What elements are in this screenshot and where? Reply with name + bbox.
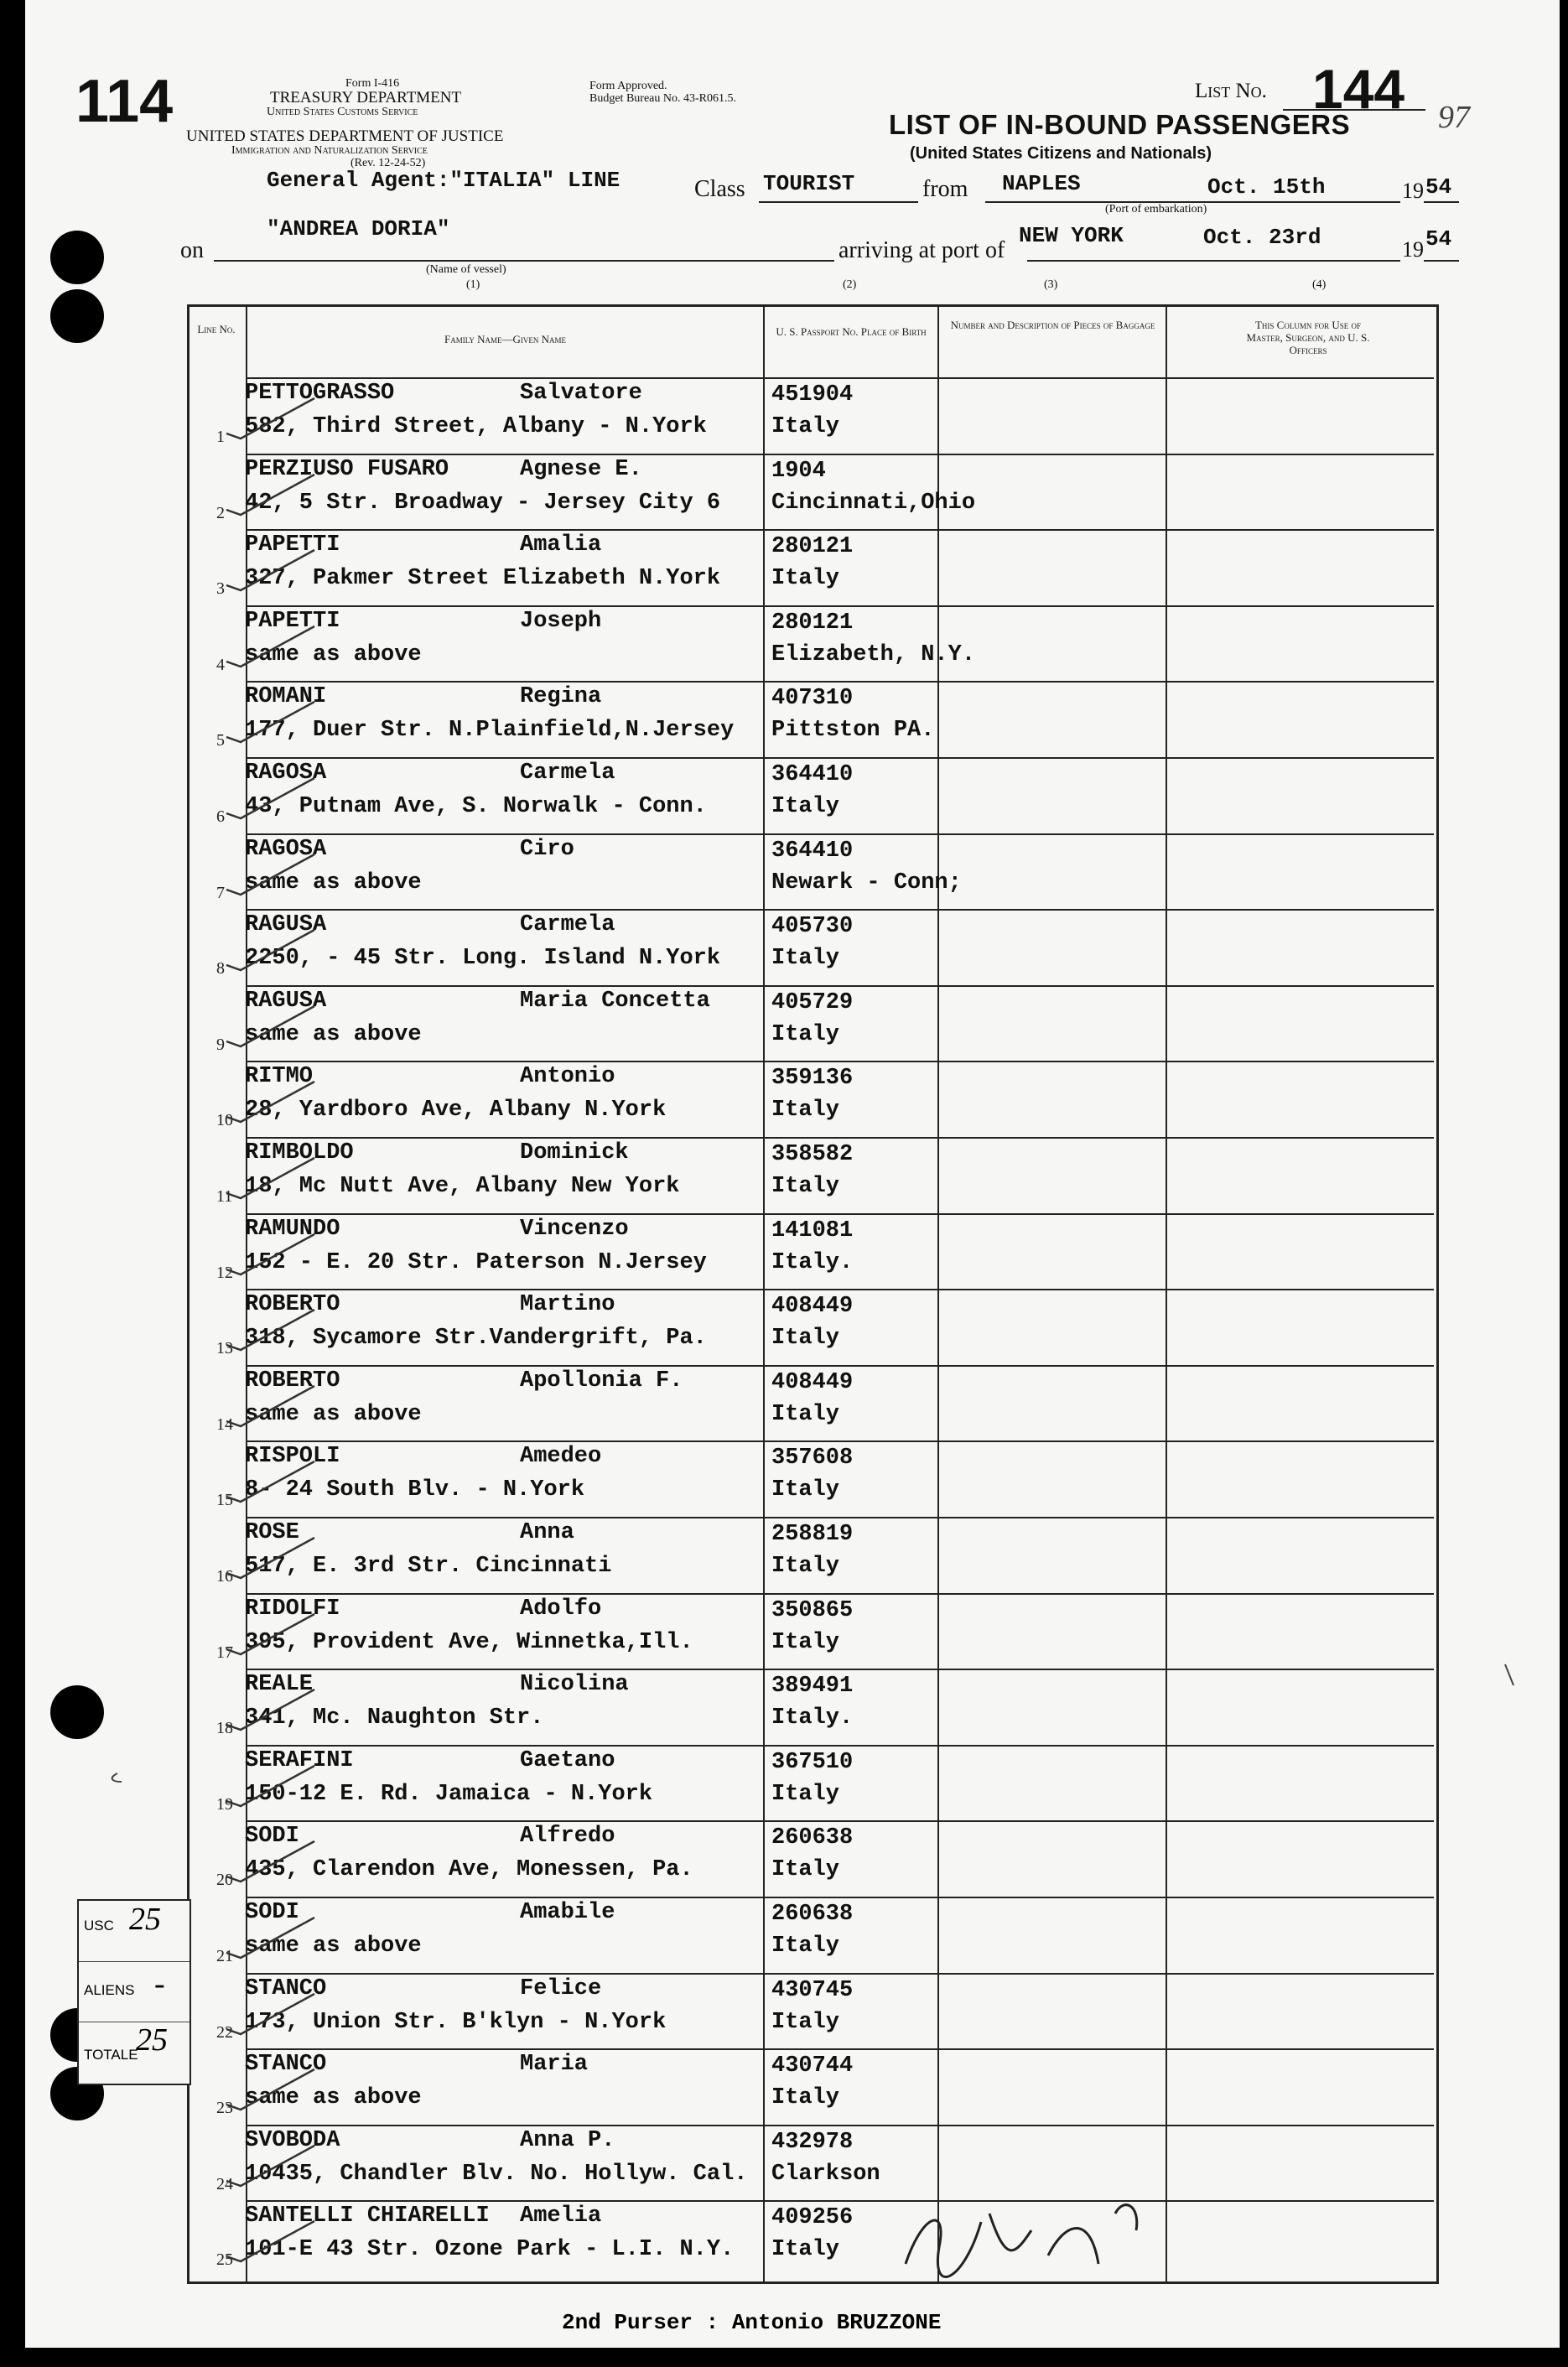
family-name: RAMUNDO xyxy=(245,1216,340,1242)
header-baggage: Number and Description of Pieces of Baggage xyxy=(950,319,1155,331)
place-of-birth: Italy xyxy=(771,1174,840,1199)
place-of-birth: Italy xyxy=(771,1781,840,1807)
usc-label: USC xyxy=(84,1918,114,1934)
line-number: 20 xyxy=(216,1871,233,1890)
family-name: RIMBOLDO xyxy=(245,1140,354,1165)
row-divider xyxy=(246,1517,1434,1518)
line-number: 17 xyxy=(216,1643,233,1662)
passport-number: 1904 xyxy=(771,458,826,484)
from-date: Oct. 15th xyxy=(1207,174,1326,200)
passport-number: 408449 xyxy=(771,1369,854,1395)
place-of-birth: Pittston PA. xyxy=(771,718,935,744)
stamped-number-left: 114 xyxy=(75,68,174,135)
family-name: ROMANI xyxy=(245,684,327,710)
row-divider xyxy=(246,1820,1434,1822)
check-mark-icon xyxy=(222,468,323,518)
row-divider xyxy=(246,2048,1434,2050)
total-label: TOTALE xyxy=(84,2047,138,2063)
family-name: STANCO xyxy=(245,1975,327,2001)
line-number: 10 xyxy=(216,1111,233,1130)
department-of-justice: UNITED STATES DEPARTMENT OF JUSTICE xyxy=(186,127,504,145)
place-of-birth: Italy xyxy=(771,414,840,439)
family-name: SODI xyxy=(245,1900,299,1925)
year-value-2: 54 xyxy=(1425,226,1452,252)
family-name: PAPETTI xyxy=(245,608,340,634)
tally-total xyxy=(79,2022,190,2082)
passport-number: 280121 xyxy=(771,534,854,560)
check-mark-icon xyxy=(222,2139,323,2189)
check-mark-icon xyxy=(222,543,323,594)
address: 582, Third Street, Albany - N.York xyxy=(245,414,707,439)
header-officers: This Column for Use of Master, Surgeon, and U. S. Officers xyxy=(1246,319,1370,356)
passport-number: 408449 xyxy=(771,1294,854,1320)
address: same as above xyxy=(245,1021,422,1047)
col-caption-2: (2) xyxy=(843,278,857,291)
check-mark-icon xyxy=(222,1531,323,1581)
class-line xyxy=(759,201,918,203)
place-of-birth: Cincinnati,Ohio xyxy=(771,490,976,516)
address: 341, Mc. Naughton Str. xyxy=(245,1705,544,1731)
place-of-birth: Italy xyxy=(771,1934,840,1959)
place-of-birth: Italy xyxy=(771,1401,840,1427)
address: 8- 24 South Blv. - N.York xyxy=(245,1477,585,1503)
given-name: Amedeo xyxy=(520,1444,602,1470)
column-divider xyxy=(937,304,939,2281)
col-caption-4: (4) xyxy=(1312,278,1327,291)
given-name: Martino xyxy=(520,1292,615,1318)
line-number: 13 xyxy=(216,1339,233,1358)
row-divider xyxy=(246,1593,1434,1595)
list-number: 144 xyxy=(1312,58,1405,120)
check-mark-icon xyxy=(222,1303,323,1353)
row-divider xyxy=(246,454,1434,455)
given-name: Carmela xyxy=(520,912,615,938)
passport-number: 358582 xyxy=(771,1142,854,1167)
page-title: LIST OF IN-BOUND PASSENGERS xyxy=(889,109,1351,140)
col-caption-1: (1) xyxy=(466,278,480,291)
given-name: Apollonia F. xyxy=(520,1368,683,1394)
check-mark-icon xyxy=(222,771,323,822)
check-mark-icon xyxy=(222,620,323,670)
total-value: 25 xyxy=(136,2022,168,2058)
arrival-port: NEW YORK xyxy=(1019,223,1124,248)
address: 152 - E. 20 Str. Paterson N.Jersey xyxy=(245,1249,707,1275)
list-no-label: List No. xyxy=(1195,80,1267,102)
place-of-birth: Italy xyxy=(771,794,840,819)
aliens-value: - xyxy=(154,1966,165,2001)
address: 42, 5 Str. Broadway - Jersey City 6 xyxy=(245,490,721,516)
passport-number: 359136 xyxy=(771,1066,854,1092)
from-port: NAPLES xyxy=(1002,171,1081,196)
family-name: SERAFINI xyxy=(245,1747,354,1773)
immigration-service: Immigration and Naturalization Service xyxy=(231,144,428,157)
passport-number: 430745 xyxy=(771,1977,854,2003)
year-prefix-2: 19 xyxy=(1402,237,1424,262)
family-name: PETTOGRASSO xyxy=(245,381,395,406)
given-name: Regina xyxy=(520,684,602,710)
family-name: SODI xyxy=(245,1824,299,1850)
class-value: TOURIST xyxy=(763,171,855,196)
given-name: Salvatore xyxy=(520,381,642,406)
line-number: 16 xyxy=(216,1567,233,1586)
line-number: 2 xyxy=(216,503,225,522)
passport-number: 260638 xyxy=(771,1825,854,1851)
place-of-birth: Italy xyxy=(771,946,840,972)
place-of-birth: Italy xyxy=(771,1477,840,1503)
passport-number: 407310 xyxy=(771,686,854,712)
passport-number: 357608 xyxy=(771,1446,854,1472)
passport-number: 430744 xyxy=(771,2053,854,2079)
family-name: ROBERTO xyxy=(245,1292,340,1318)
address: 395, Provident Ave, Winnetka,Ill. xyxy=(245,1629,693,1655)
page-subtitle: (United States Citizens and Nationals) xyxy=(910,144,1212,163)
family-name: SVOBODA xyxy=(245,2127,340,2153)
row-divider xyxy=(246,1213,1434,1215)
place-of-birth: Italy. xyxy=(771,1249,854,1275)
vessel-name: "ANDREA DORIA" xyxy=(267,216,450,241)
given-name: Nicolina xyxy=(520,1672,629,1698)
given-name: Maria xyxy=(520,2052,589,2078)
passport-number: 405729 xyxy=(771,989,854,1015)
passport-number: 432978 xyxy=(771,2129,854,2155)
address: 435, Clarendon Ave, Monessen, Pa. xyxy=(245,1857,693,1883)
check-mark-icon xyxy=(222,2214,323,2265)
passport-number: 389491 xyxy=(771,1674,854,1700)
given-name: Dominick xyxy=(520,1140,629,1165)
address: 150-12 E. Rd. Jamaica - N.York xyxy=(245,1781,653,1807)
given-name: Alfredo xyxy=(520,1824,615,1850)
family-name: PERZIUSO FUSARO xyxy=(245,456,449,482)
given-name: Amelia xyxy=(520,2203,602,2229)
address: 18, Mc Nutt Ave, Albany New York xyxy=(245,1174,680,1199)
line-number: 15 xyxy=(216,1491,233,1510)
check-mark-icon xyxy=(222,1759,323,1809)
check-mark-icon xyxy=(222,999,323,1050)
line-number: 14 xyxy=(216,1414,233,1434)
aliens-label: ALIENS xyxy=(84,1982,135,1998)
passport-number: 409256 xyxy=(771,2205,854,2231)
row-divider xyxy=(246,1897,1434,1898)
column-divider xyxy=(1166,304,1167,2281)
passport-number: 367510 xyxy=(771,1749,854,1775)
address: same as above xyxy=(245,1934,422,1959)
check-mark-icon xyxy=(222,848,323,898)
check-mark-icon xyxy=(222,1455,323,1505)
row-divider xyxy=(246,909,1434,911)
form-number: Form I-416 xyxy=(345,77,400,90)
given-name: Vincenzo xyxy=(520,1216,629,1242)
address: same as above xyxy=(245,869,422,895)
check-mark-icon xyxy=(222,923,323,973)
passport-number: 405730 xyxy=(771,914,854,940)
punch-hole xyxy=(50,289,104,343)
given-name: Ciro xyxy=(520,836,574,862)
place-of-birth: Italy xyxy=(771,1021,840,1047)
on-label: on xyxy=(180,237,204,263)
passport-number: 451904 xyxy=(771,382,854,407)
family-name: RITMO xyxy=(245,1064,314,1090)
col-caption-3: (3) xyxy=(1044,278,1058,291)
address: same as above xyxy=(245,2085,422,2111)
row-divider xyxy=(246,2200,1434,2202)
tally-aliens xyxy=(79,1961,190,2022)
family-name: ROSE xyxy=(245,1520,299,1545)
given-name: Joseph xyxy=(520,608,602,634)
address: 517, E. 3rd Str. Cincinnati xyxy=(245,1554,612,1579)
family-name: RAGUSA xyxy=(245,912,327,938)
row-divider xyxy=(246,2125,1434,2126)
check-mark-icon xyxy=(222,695,323,745)
header-divider xyxy=(246,377,1434,379)
passport-number: 280121 xyxy=(771,610,854,636)
address: 10435, Chandler Blv. No. Hollyw. Cal. xyxy=(245,2161,748,2187)
line-number: 25 xyxy=(216,2250,233,2270)
address: 101-E 43 Str. Ozone Park - L.I. N.Y. xyxy=(245,2237,735,2263)
column-divider xyxy=(763,304,765,2281)
purser-signature-line: 2nd Purser : Antonio BRUZZONE xyxy=(562,2310,942,2335)
line-number: 7 xyxy=(216,883,225,902)
check-mark-icon xyxy=(222,392,323,442)
address: 318, Sycamore Str.Vandergrift, Pa. xyxy=(245,1326,707,1352)
check-mark-icon xyxy=(222,1683,323,1733)
address: 43, Putnam Ave, S. Norwalk - Conn. xyxy=(245,794,707,819)
row-divider xyxy=(246,529,1434,531)
place-of-birth: Newark - Conn; xyxy=(771,869,962,895)
family-name: ROBERTO xyxy=(245,1368,340,1394)
check-mark-icon xyxy=(222,1151,323,1202)
given-name: Adolfo xyxy=(520,1596,602,1622)
given-name: Carmela xyxy=(520,760,615,786)
tally-box xyxy=(77,1899,191,2085)
treasury-department: TREASURY DEPARTMENT xyxy=(270,89,462,106)
check-mark-icon xyxy=(222,2063,323,2113)
line-number: 23 xyxy=(216,2099,233,2118)
given-name: Anna xyxy=(520,1520,574,1545)
passport-number: 141081 xyxy=(771,1217,854,1243)
punch-hole xyxy=(50,231,104,284)
form-approved: Form Approved. xyxy=(589,80,667,92)
usc-value: 25 xyxy=(129,1902,161,1937)
header-line-no: Line No. xyxy=(197,323,236,335)
place-of-birth: Italy xyxy=(771,1857,840,1883)
line-number: 12 xyxy=(216,1263,233,1282)
tally-usc xyxy=(79,1901,190,1962)
place-of-birth: Elizabeth, N.Y. xyxy=(771,641,976,667)
vessel-caption: (Name of vessel) xyxy=(426,263,506,276)
arrival-line xyxy=(1027,260,1400,262)
year-value: 54 xyxy=(1425,174,1452,200)
family-name: PAPETTI xyxy=(245,532,340,558)
family-name: STANCO xyxy=(245,2052,327,2078)
line-number: 11 xyxy=(216,1187,233,1206)
row-divider xyxy=(246,757,1434,759)
family-name: RAGUSA xyxy=(245,988,327,1014)
place-of-birth: Italy xyxy=(771,2237,840,2263)
place-of-birth: Italy xyxy=(771,1554,840,1579)
place-of-birth: Clarkson xyxy=(771,2161,880,2187)
revision: (Rev. 12-24-52) xyxy=(350,157,426,169)
given-name: Antonio xyxy=(520,1064,615,1090)
place-of-birth: Italy xyxy=(771,2009,840,2035)
given-name: Maria Concetta xyxy=(520,988,710,1014)
line-number: 4 xyxy=(216,655,225,674)
header-passport: U. S. Passport No. Place of Birth xyxy=(776,325,927,338)
line-number: 1 xyxy=(216,428,225,446)
address: 173, Union Str. B'klyn - N.York xyxy=(245,2009,667,2035)
given-name: Amalia xyxy=(520,532,602,558)
address: 177, Duer Str. N.Plainfield,N.Jersey xyxy=(245,718,735,744)
row-divider xyxy=(246,1745,1434,1747)
list-number-pencil: 97 xyxy=(1438,100,1470,135)
year-line-2 xyxy=(1424,260,1459,262)
address: 327, Pakmer Street Elizabeth N.York xyxy=(245,566,721,592)
family-name: RIDOLFI xyxy=(245,1596,340,1622)
row-divider xyxy=(246,1973,1434,1975)
given-name: Agnese E. xyxy=(520,456,642,482)
line-number: 9 xyxy=(216,1035,225,1054)
place-of-birth: Italy xyxy=(771,1326,840,1352)
row-divider xyxy=(246,1289,1434,1290)
passport-number: 350865 xyxy=(771,1597,854,1623)
address: 28, Yardboro Ave, Albany N.York xyxy=(245,1098,667,1124)
from-label: from xyxy=(922,176,968,202)
check-mark-icon xyxy=(222,1911,323,1961)
family-name: RAGOSA xyxy=(245,760,327,786)
line-number: 22 xyxy=(216,2022,233,2042)
year-line xyxy=(1424,201,1459,203)
given-name: Anna P. xyxy=(520,2127,615,2153)
row-divider xyxy=(246,1061,1434,1062)
family-name: REALE xyxy=(245,1672,314,1698)
address: same as above xyxy=(245,641,422,667)
line-number: 8 xyxy=(216,959,225,978)
place-of-birth: Italy xyxy=(771,1629,840,1655)
passport-number: 258819 xyxy=(771,1522,854,1547)
address: 2250, - 45 Str. Long. Island N.York xyxy=(245,946,721,972)
row-divider xyxy=(246,1365,1434,1367)
line-number: 21 xyxy=(216,1947,233,1965)
class-label: Class xyxy=(694,176,745,202)
row-divider xyxy=(246,1137,1434,1139)
family-name: SANTELLI CHIARELLI xyxy=(245,2203,490,2229)
check-mark-icon xyxy=(222,1075,323,1125)
line-number: 3 xyxy=(216,579,225,599)
general-agent: General Agent:"ITALIA" LINE xyxy=(267,168,620,193)
header-name: Family Name—Given Name xyxy=(444,333,566,345)
line-number: 6 xyxy=(216,807,225,826)
line-number: 5 xyxy=(216,731,225,750)
row-divider xyxy=(246,605,1434,607)
place-of-birth: Italy xyxy=(771,1098,840,1124)
place-of-birth: Italy xyxy=(771,2085,840,2111)
line-number: 18 xyxy=(216,1719,233,1738)
given-name: Amabile xyxy=(520,1900,615,1925)
passport-number: 364410 xyxy=(771,762,854,787)
family-name: RISPOLI xyxy=(245,1444,340,1470)
row-divider xyxy=(246,985,1434,987)
row-divider xyxy=(246,833,1434,835)
family-name: RAGOSA xyxy=(245,836,327,862)
row-divider xyxy=(246,1440,1434,1442)
check-mark-icon xyxy=(222,1987,323,2037)
line-number: 24 xyxy=(216,2174,233,2193)
row-divider xyxy=(246,1669,1434,1670)
passport-number: 260638 xyxy=(771,1902,854,1927)
arriving-label: arriving at port of xyxy=(839,237,1005,263)
check-mark-icon xyxy=(222,1607,323,1658)
row-divider xyxy=(246,681,1434,683)
line-number: 19 xyxy=(216,1794,233,1814)
year-prefix: 19 xyxy=(1402,179,1424,203)
place-of-birth: Italy. xyxy=(771,1705,854,1731)
arrival-date: Oct. 23rd xyxy=(1203,225,1321,250)
port-of-embarkation-caption: (Port of embarkation) xyxy=(1105,203,1207,215)
passport-number: 364410 xyxy=(771,838,854,864)
address: same as above xyxy=(245,1401,422,1427)
check-mark-icon xyxy=(222,1379,323,1430)
given-name: Gaetano xyxy=(520,1747,615,1773)
check-mark-icon xyxy=(222,1835,323,1885)
punch-hole xyxy=(50,1685,104,1739)
check-mark-icon xyxy=(222,1228,323,1278)
budget-bureau: Budget Bureau No. 43-R061.5. xyxy=(589,92,736,105)
customs-service: United States Customs Service xyxy=(267,106,418,118)
place-of-birth: Italy xyxy=(771,566,840,592)
vessel-line xyxy=(214,260,834,262)
given-name: Felice xyxy=(520,1975,602,2001)
